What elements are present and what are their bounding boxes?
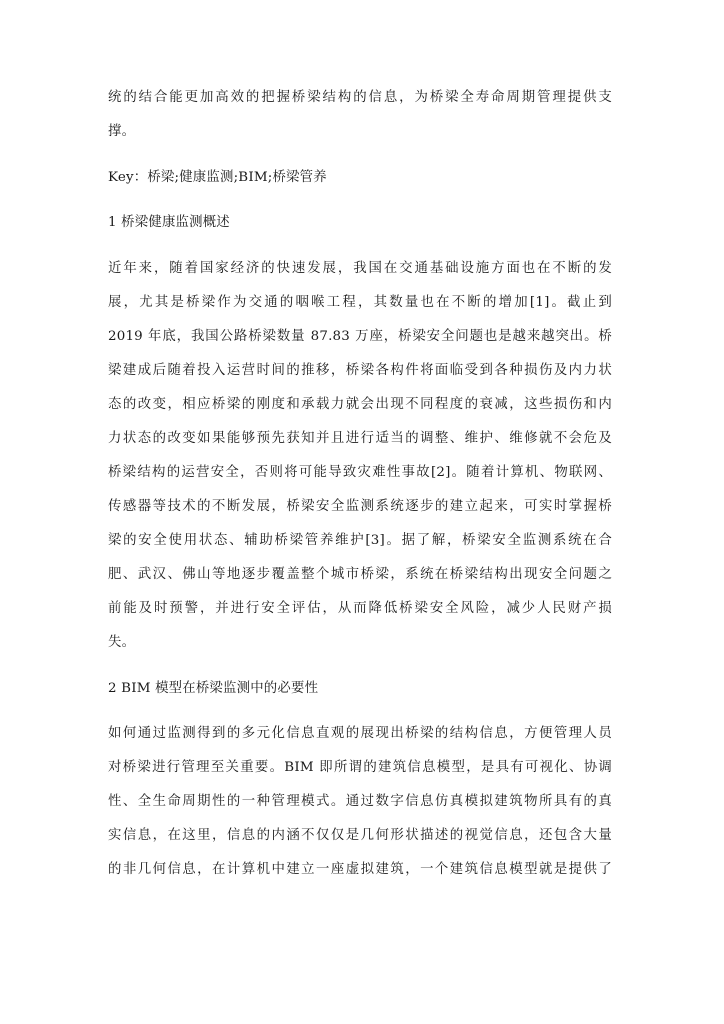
text-line: 梁建成后随着投入运营时间的推移，桥梁各构件将面临受到各种损伤及内力状 [108,363,612,378]
section-2-heading: 2 BIM 模型在桥梁监测中的必要性 [108,681,319,696]
text-line: 前能及时预警，并进行安全评估，从而降低桥梁安全风险，减少人民财产损 [108,601,612,616]
text-line: 态的改变，相应桥梁的刚度和承载力就会出现不同程度的衰减，这些损伤和内 [108,397,612,412]
text-line: 2019 年底，我国公路桥梁数量 87.83 万座，桥梁安全问题也是越来越突出。桥 [108,329,612,344]
text-line: 失。 [108,635,136,650]
text-line: 肥、武汉、佛山等地逐步覆盖整个城市桥梁，系统在桥梁结构出现安全问题之 [108,567,612,582]
text-line: 展，尤其是桥梁作为交通的咽喉工程，其数量也在不断的增加[1]。截止到 [108,295,612,310]
text-line: 的非几何信息，在计算机中建立一座虚拟建筑，一个建筑信息模型就是提供了 [108,862,612,877]
text-line: 统的结合能更加高效的把握桥梁结构的信息，为桥梁全寿命周期管理提供支 [108,90,612,105]
text-line: 传感器等技术的不断发展，桥梁安全监测系统逐步的建立起来，可实时掌握桥 [108,499,612,514]
section-1-heading: 1 桥梁健康监测概述 [108,215,230,230]
text-line: 实信息，在这里，信息的内涵不仅仅是几何形状描述的视觉信息，还包含大量 [108,828,612,843]
text-line: 桥梁结构的运营安全，否则将可能导致灾难性事故[2]。随着计算机、物联网、 [108,465,612,480]
text-line: 力状态的改变如果能够预先获知并且进行适当的调整、维护、维修就不会危及 [108,431,612,446]
text-line: 近年来，随着国家经济的快速发展，我国在交通基础设施方面也在不断的发 [108,261,612,276]
text-line: 对桥梁进行管理至关重要。BIM 即所谓的建筑信息模型，是具有可视化、协调 [108,760,612,775]
text-line: 梁的安全使用状态、辅助桥梁管养维护[3]。据了解，桥梁安全监测系统在合 [108,533,612,548]
keywords-line: Key：桥梁;健康监测;BIM;桥梁管养 [108,170,327,185]
text-line: 性、全生命周期性的一种管理模式。通过数字信息仿真模拟建筑物所具有的真 [108,794,612,809]
text-line: 如何通过监测得到的多元化信息直观的展现出桥梁的结构信息，方便管理人员 [108,726,612,741]
text-line: 撑。 [108,124,136,139]
